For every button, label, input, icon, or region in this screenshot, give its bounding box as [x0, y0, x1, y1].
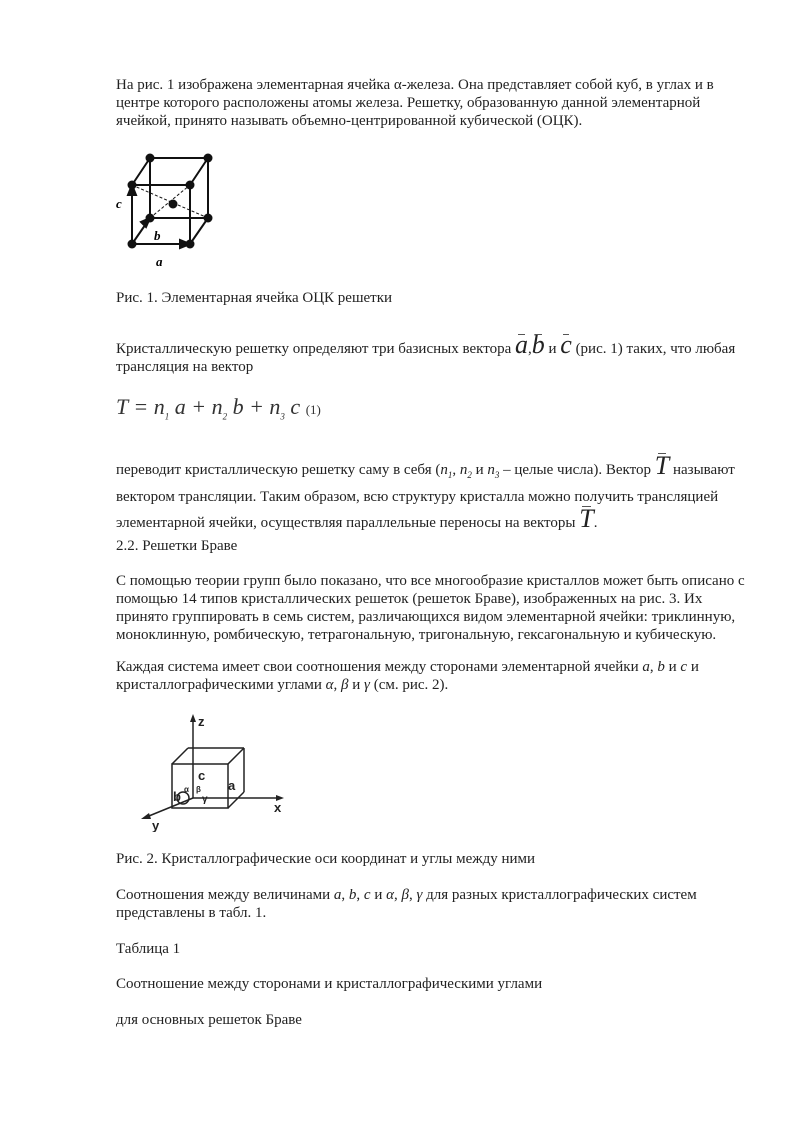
paragraph-cell-relations: Каждая система имеет свои соотношения между сторонами элементарной ячейки a, b и c и кристаллографическими углами α, β и γ (см. рис. 2). [116, 659, 699, 693]
fig2-label-beta: β [196, 785, 201, 794]
vector-t-symbol: T [654, 451, 670, 480]
section-heading-bravais: 2.2. Решетки Браве [116, 538, 238, 554]
fig2-label-z: z [198, 714, 205, 729]
table-label: Таблица 1 [116, 941, 181, 957]
figure-bcc-cell [110, 148, 230, 270]
paragraph-translation-vector: переводит кристаллическую решетку саму в себя ($n_1$, $n_2$ и $n_3$ – целые числа). Вектор T называют вектором трансляции. Таким образом, всю структуру кристалла можно получить трансляцией элементарной ячейки, осуществляя параллельные переносы на векторы T. [116, 451, 735, 533]
figure-crystal-axes [138, 712, 298, 832]
paragraph-table-intro: Соотношения между величинами a, b, c и α, β, γ для разных кристаллографических систем представлены в табл. 1. [116, 887, 697, 921]
fig2-label-y: y [152, 818, 160, 832]
figure-2-caption: Рис. 2. Кристаллографические оси координат и углы между ними [116, 851, 536, 867]
fig1-label-c: c [116, 196, 122, 211]
paragraph-basis-vectors: Кристаллическую решетку определяют три базисных вектора a,b и c (рис. 1) таких, что любая трансляция на вектор [116, 330, 736, 375]
vector-a-symbol: a [514, 330, 528, 359]
paragraph-bravais-systems: С помощью теории групп было показано, что все многообразие кристаллов может быть описано с помощью 14 типов кристаллических решеток (решеток Браве), изображенных на рис. 3. Их принято группировать в семь систем, различающихся видом элементарной ячейки: триклинную, моноклинную, ромбическую, тетрагональную, тригональную, гексагональную и кубическую. [116, 573, 745, 643]
atom-dots [128, 154, 213, 249]
table-title-line-2: для основных решеток Браве [116, 1012, 302, 1028]
fig2-label-x: x [274, 800, 282, 815]
fig1-label-a: a [156, 254, 163, 269]
vector-c-symbol: c [560, 330, 572, 359]
fig1-label-b: b [154, 228, 161, 243]
fig2-label-b: b [173, 789, 181, 804]
fig2-label-gamma: γ [202, 794, 208, 805]
fig2-label-a: a [228, 778, 236, 793]
fig2-label-alpha: α [184, 785, 189, 794]
figure-1-caption: Рис. 1. Элементарная ячейка ОЦК решетки [116, 290, 393, 306]
fig2-label-c: c [198, 768, 206, 783]
table-title-line-1: Соотношение между сторонами и кристаллографическими углами [116, 976, 543, 992]
paragraph-intro: На рис. 1 изображена элементарная ячейка α-железа. Она представляет собой куб, в углах и в центре которого расположены атомы железа. Решетку, образованную данной элементарной ячейкой, принято называть объемно-центрированной кубической (ОЦК). [116, 77, 714, 129]
vector-t-symbol-2: T [579, 504, 594, 533]
vector-b-symbol: b [531, 330, 545, 359]
equation-number: (1) [305, 402, 321, 417]
translation-equation: $T = n_1$ $a + n_2$ $b + n_3$ c (1) [116, 394, 321, 422]
